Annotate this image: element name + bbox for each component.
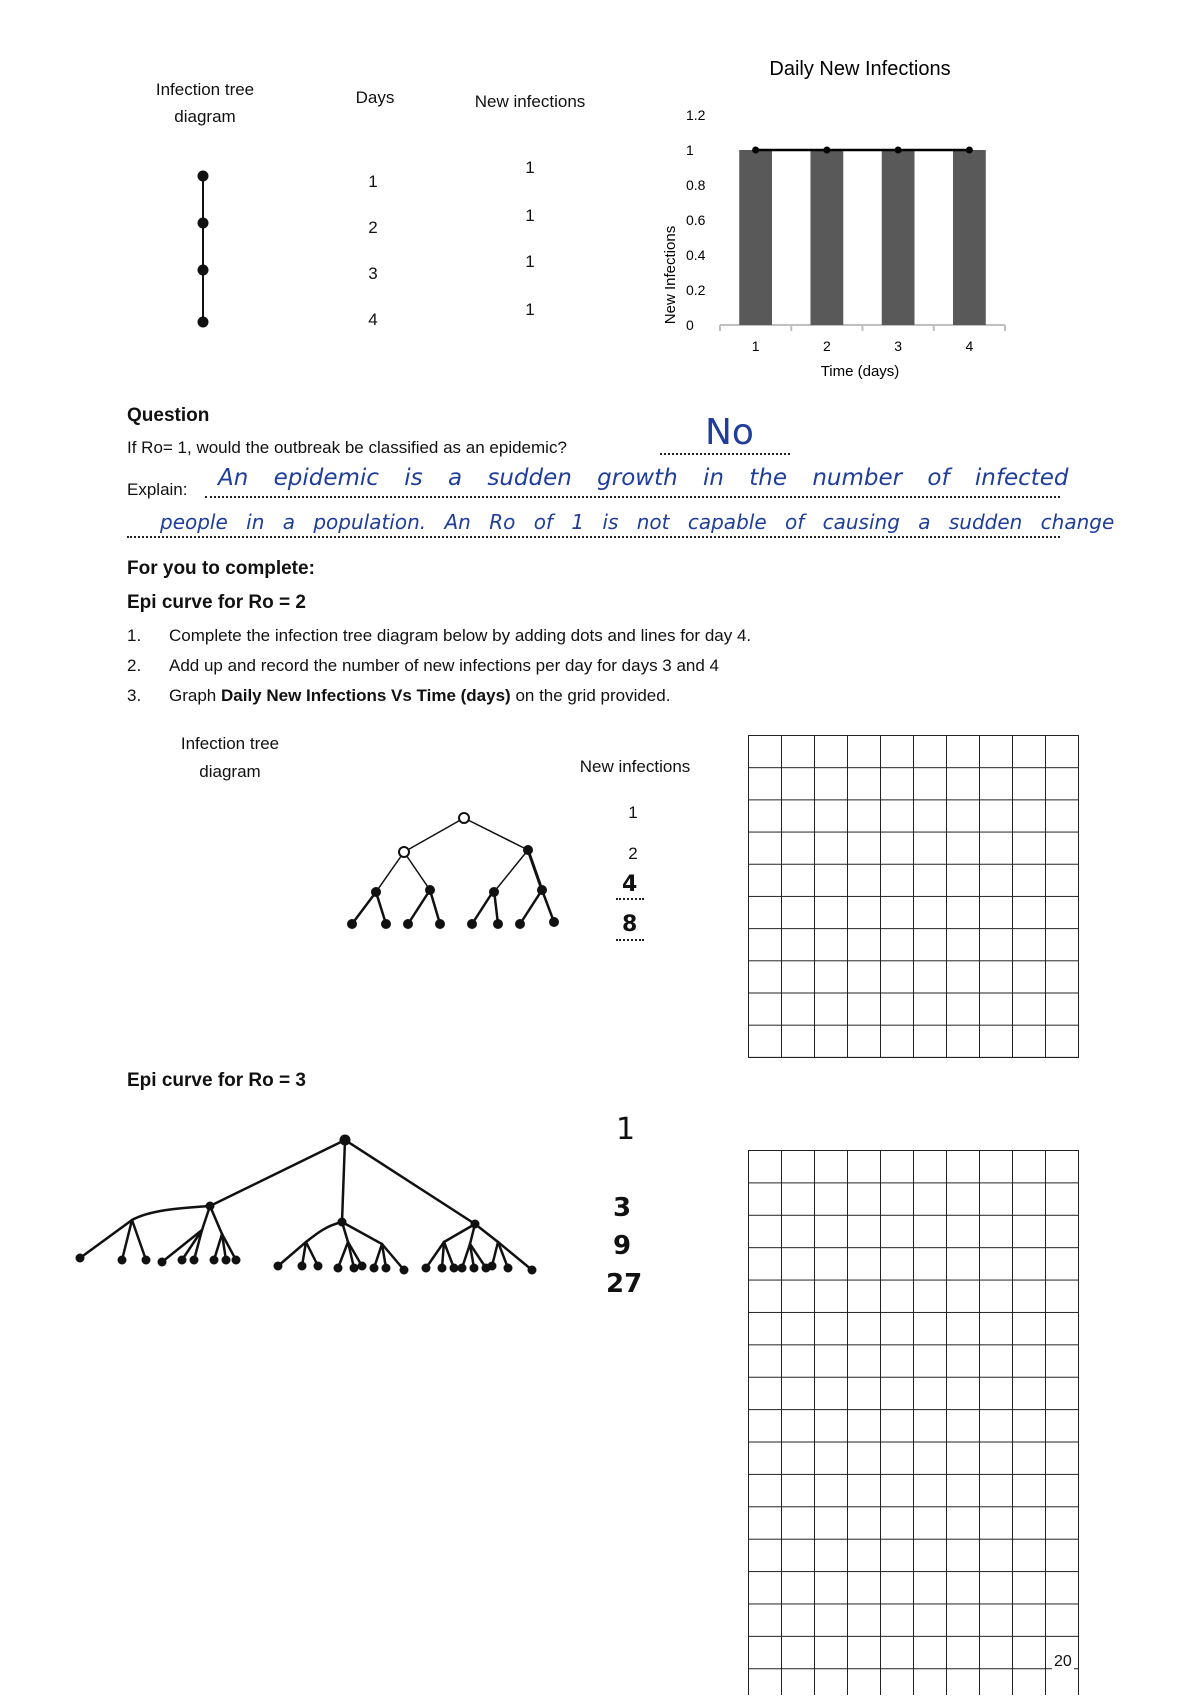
tree-dot	[178, 1256, 187, 1265]
tree-dot	[400, 1266, 409, 1275]
new-infection-value: 1	[525, 252, 535, 271]
y-tick-label: 0.2	[686, 282, 706, 298]
tree-dot	[142, 1256, 151, 1265]
x-tick-label: 2	[822, 338, 831, 354]
tree-dot	[274, 1262, 283, 1271]
day-value: 3	[368, 264, 378, 283]
series-point	[752, 147, 759, 154]
explain-line-1	[205, 496, 1060, 498]
r3-handwritten-value: 1	[616, 1112, 636, 1147]
graph-grid-r3[interactable]	[748, 1150, 1079, 1695]
y-tick-label: 1.2	[686, 107, 706, 123]
complete-heading: For you to complete:	[127, 558, 315, 579]
tree-dot	[467, 919, 477, 929]
tree-dot	[340, 1135, 351, 1146]
explain-text-2: people in a population. An Ro of 1 is not capable of causing a sudden change	[160, 510, 1115, 534]
epi2-heading: Epi curve for Ro = 2	[127, 592, 306, 613]
step-1	[127, 626, 751, 646]
tree-dot	[358, 1262, 367, 1271]
tree-dot	[425, 885, 435, 895]
step-text-bold: Daily New Infections Vs Time (days)	[220, 686, 511, 705]
tree-dot	[549, 917, 559, 927]
step-number: 1.	[127, 626, 142, 645]
y-tick-label: 0.6	[686, 212, 706, 228]
tree-dot	[450, 1264, 459, 1273]
tree-dot	[347, 919, 357, 929]
tree-dot	[458, 1264, 467, 1273]
x-tick-label: 1	[751, 338, 760, 354]
new-infection-value: 1	[525, 158, 535, 177]
tree-dot	[371, 887, 381, 897]
step-text: on the grid provided.	[510, 686, 671, 705]
step-3	[127, 686, 670, 706]
step-2	[127, 656, 719, 676]
r3-handwritten-value: 3	[613, 1193, 632, 1223]
tree-dot	[118, 1256, 127, 1265]
tree-dot	[314, 1262, 323, 1271]
r2-handwritten-value: 4	[622, 872, 638, 897]
tree-dot	[222, 1256, 231, 1265]
tree-label-r2: Infection tree diagram	[180, 734, 280, 781]
tree-dot	[370, 1264, 379, 1273]
x-tick-label: 4	[965, 338, 974, 354]
infection-tree-r1	[185, 160, 215, 330]
tree-dot	[232, 1256, 241, 1265]
r2-answer-line	[616, 939, 644, 941]
tree-dot	[422, 1264, 431, 1273]
daily-new-infections-chart	[650, 50, 1030, 390]
r2-answer-line	[616, 898, 644, 900]
infection-tree-r3	[70, 1130, 550, 1290]
tree-dot	[338, 1218, 347, 1227]
tree-dot	[198, 265, 209, 276]
tree-dot	[158, 1258, 167, 1267]
tree-dot	[537, 885, 547, 895]
tree-dot	[435, 919, 445, 929]
tree-dot	[334, 1264, 343, 1273]
bar	[810, 150, 843, 325]
tree-dot	[350, 1264, 359, 1273]
tree-dot	[206, 1202, 215, 1211]
series-point	[966, 147, 973, 154]
answer-handwritten: No	[705, 412, 754, 453]
answer-line	[660, 453, 790, 455]
y-tick-label: 1	[686, 142, 694, 158]
tree-dot	[515, 919, 525, 929]
tree-dot	[198, 171, 209, 182]
new-infections-header-top: New infections	[474, 92, 586, 111]
tree-dot	[438, 1264, 447, 1273]
tree-dot	[399, 847, 409, 857]
y-tick-label: 0.8	[686, 177, 706, 193]
series-point	[895, 147, 902, 154]
step-text: Complete the infection tree diagram below by adding dots and lines for day 4.	[169, 626, 752, 645]
infection-tree-r2	[330, 800, 570, 940]
step-number: 3.	[127, 686, 142, 705]
explain-line-2	[127, 536, 1060, 538]
tree-dot	[382, 1264, 391, 1273]
tree-dot	[381, 919, 391, 929]
tree-dot	[459, 813, 469, 823]
r2-value: 2	[628, 844, 638, 863]
page-number: 20	[1054, 1653, 1072, 1670]
explain-label: Explain:	[127, 480, 188, 499]
series-point	[823, 147, 830, 154]
new-infection-value: 1	[525, 300, 535, 319]
tree-dot	[470, 1264, 479, 1273]
tree-dot	[528, 1266, 537, 1275]
tree-dot	[493, 919, 503, 929]
chart-title: Daily New Infections	[769, 58, 951, 80]
step-text: Add up and record the number of new infections per day for days 3 and 4	[169, 656, 720, 675]
day-value: 1	[368, 172, 378, 191]
y-tick-label: 0.4	[686, 247, 706, 263]
tree-dot	[471, 1220, 480, 1229]
step-text: Graph	[169, 686, 221, 705]
chart-ylabel: New Infections	[662, 225, 679, 325]
x-tick-label: 3	[894, 338, 903, 354]
day-value: 2	[368, 218, 378, 237]
new-infections-header-r2: New infections	[579, 757, 691, 776]
tree-dot	[403, 919, 413, 929]
explain-text-1: An epidemic is a sudden growth in the number of infected	[218, 465, 1069, 491]
new-infection-value: 1	[525, 206, 535, 225]
tree-dot	[76, 1254, 85, 1263]
tree-dot	[190, 1256, 199, 1265]
question-prompt: If Ro= 1, would the outbreak be classified as an epidemic?	[127, 438, 567, 457]
bar	[882, 150, 915, 325]
day-value: 4	[368, 310, 378, 329]
tree-label-top: Infection tree diagram	[155, 80, 255, 126]
tree-dot	[210, 1256, 219, 1265]
bar	[739, 150, 772, 325]
question-heading: Question	[127, 405, 210, 426]
tree-dot	[198, 317, 209, 328]
tree-dot	[298, 1262, 307, 1271]
chart-xlabel: Time (days)	[820, 363, 900, 380]
tree-dot	[523, 845, 533, 855]
r3-handwritten-value: 27	[606, 1269, 643, 1299]
y-tick-label: 0	[686, 317, 694, 333]
r2-value: 1	[628, 803, 638, 822]
tree-dot	[504, 1264, 513, 1273]
days-header: Days	[355, 88, 395, 107]
bar	[953, 150, 986, 325]
tree-dot	[489, 887, 499, 897]
graph-grid-r2[interactable]	[748, 735, 1079, 1058]
r3-handwritten-value: 9	[613, 1231, 632, 1261]
tree-dot	[488, 1262, 497, 1271]
epi3-heading: Epi curve for Ro = 3	[127, 1070, 306, 1091]
r2-handwritten-value: 8	[622, 912, 638, 937]
tree-dot	[198, 218, 209, 229]
step-number: 2.	[127, 656, 142, 675]
